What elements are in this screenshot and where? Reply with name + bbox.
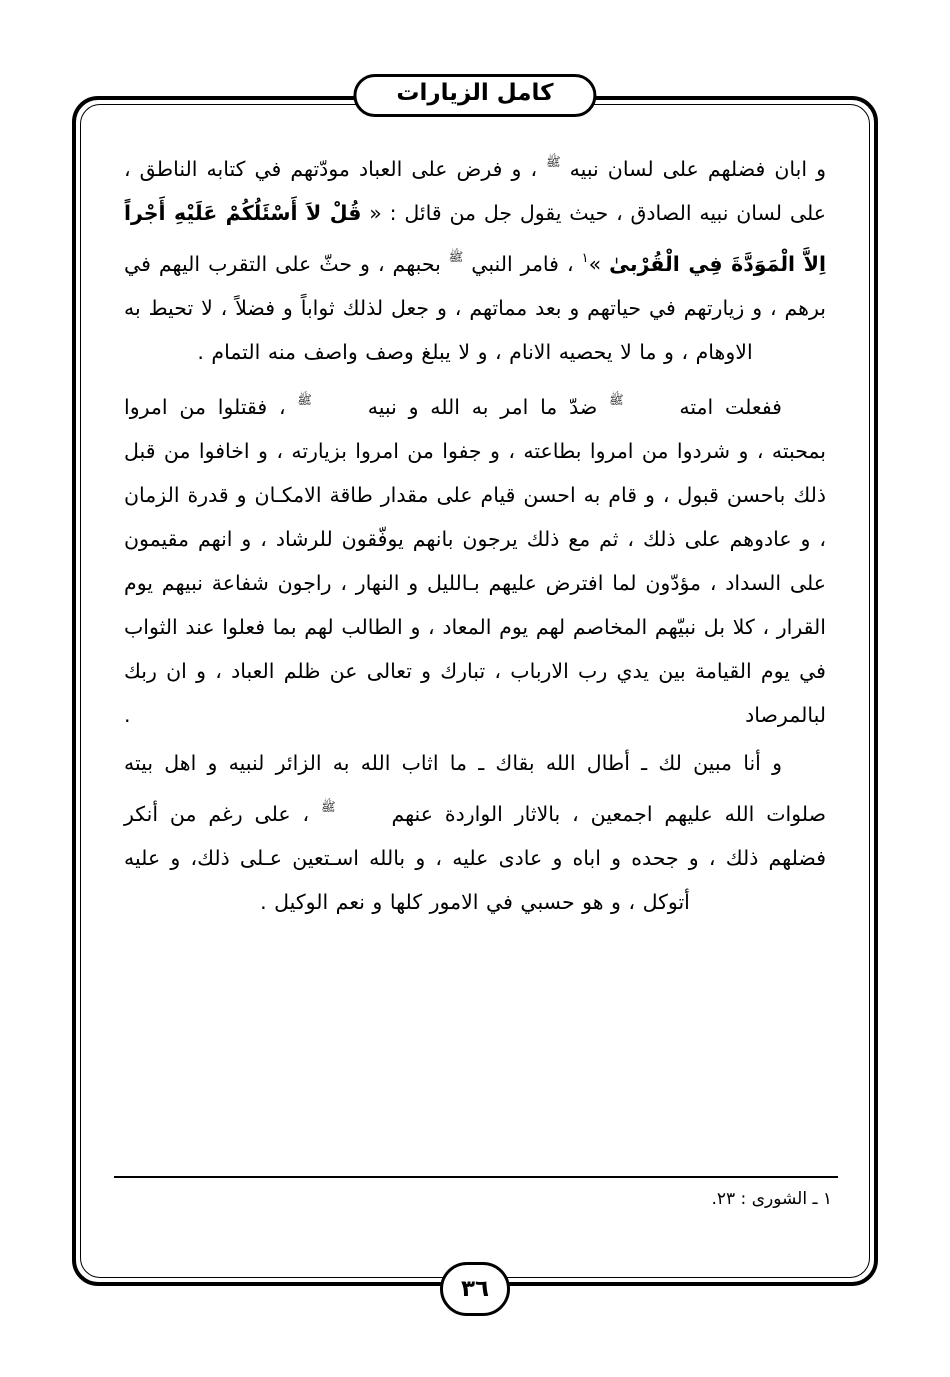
honorific-glyph: ﷺ	[546, 154, 561, 170]
text-run: و أنا مبين لك ـ أطال الله بقاك ـ ما اثاب الله به الزائر لنبيه و اهل بيته صلوات الله عليهم اجمعين ، بالاثار الواردة عنهم	[124, 751, 826, 826]
paragraph	[124, 378, 826, 737]
text-run: ، فامر النبي	[463, 252, 582, 276]
book-title: كامل الزيارات	[396, 80, 554, 106]
page-text-body	[124, 140, 826, 928]
text-run: ، و فرض على العباد مودّتهم في كتابه الناطق ، على لسان نبيه الصادق ، حيث يقول جل من قائل : «	[124, 157, 826, 225]
text-run: و ابان فضلهم على لسان نبيه	[560, 157, 826, 181]
quran-quotation: قُلْ لاَ أَسْئَلُكُمْ عَلَيْهِ أَجْراً اِلاَّ الْمَوَدَّةَ فِي الْقُرْبىٰ	[124, 201, 826, 276]
paragraph	[124, 741, 826, 924]
running-header	[353, 74, 596, 117]
honorific-glyph: ﷺ	[321, 799, 336, 815]
footnote-entry: ١ ـ الشورى : ٢٣.	[711, 1189, 832, 1209]
page-number: ٣٦	[460, 1275, 490, 1302]
honorific-glyph: ﷺ	[448, 249, 464, 265]
text-run: ، فقتلوا من امروا بمحبته ، و شردوا من امروا بطاعته ، و جفوا من امروا بزيارته ، و اخافوا من قبل ذلك باحسن قبول ، و قام به احسن قيام على مقدار طاقة الامكـان و قدرة الزمان ، و عادوهم على ذلك ، ثم مع ذلك يرجون بانهم يوفّقون للرشاد ، و انهم مقيمون على السداد ، مؤدّون لما افترض عليهم بـالليل و النهار ، راجون شفاعة نبيهم يوم القرار ، كلا بل نبيّهم المخاصم لهم يوم المعاد ، و الطالب لهم بما فعلوا عند الثواب في يوم القيامة بين يدي رب الارباب ، تبارك و تعالى عن ظلم العباد ، و ان ربك لبالمرصاد .	[124, 395, 826, 727]
text-run: ضدّ ما امر به الله و نبيه	[355, 395, 610, 419]
footnote-reference: ١	[581, 251, 589, 266]
page-number-badge	[440, 1262, 510, 1316]
paragraph	[124, 140, 826, 374]
text-run: ، على رغم من أنكر فضلهم ذلك ، و جحده و اباه و عادى عليه ، و بالله اسـتعين عـلى ذلك، و عليه أتوكل ، و هو حسبي في الامور كلها و نعم الوكيل .	[124, 802, 826, 914]
footnote-area	[114, 1176, 838, 1213]
honorific-glyph: ﷺ	[609, 392, 624, 408]
text-run: ففعلت امته	[667, 395, 782, 419]
text-run: »	[588, 252, 610, 276]
footnote-separator	[114, 1176, 838, 1178]
honorific-glyph: ﷺ	[297, 392, 312, 408]
text-run: بحبهم ، و حثّ على التقرب اليهم في برهم ، و زيارتهم في حياتهم و بعد مماتهم ، و جعل لذلك ثواباً و فضلاً ، لا تحيط به الاوهام ، و ما لا يحصيه الانام ، و لا يبلغ وصف واصف منه التمام .	[124, 252, 826, 364]
